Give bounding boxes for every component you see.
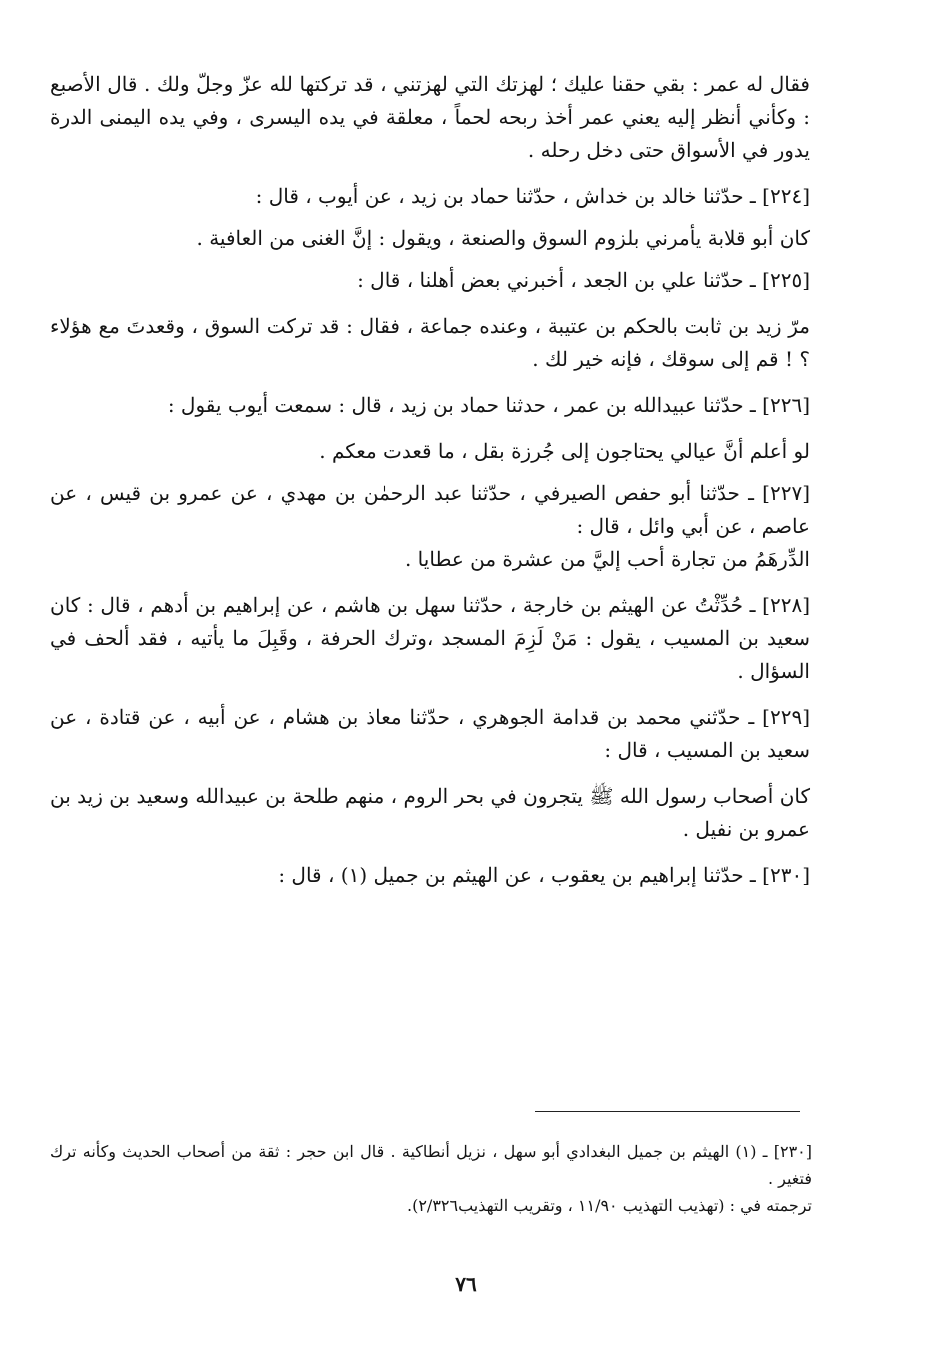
hadith-225-text: مرّ زيد بن ثابت بالحكم بن عتيبة ، وعنده جماعة ، فقال : قد تركت السوق ، وقعدتَ مع هؤلاء ؟ ! قم إلى سوقك ، فإنه خير لك . <box>50 314 810 371</box>
footnotes <box>50 1138 812 1219</box>
page-body <box>50 68 810 892</box>
footnote-separator <box>535 1111 800 1112</box>
hadith-228: [٢٢٨] ـ حُدِّثْتُ عن الهيثم بن خارجة ، حدّثنا سهل بن هاشم ، عن إبراهيم بن أدهم ، قال : كان سعيد بن المسيب ، يقول : مَنْ لَزِمَ المسجد ،وترك الحرفة ، وقَبِلَ ما يأتيه ، فقد ألحف في السؤال . <box>50 593 810 683</box>
footnote-1: [٢٣٠] ـ (١) الهيثم بن جميل البغدادي أبو سهل ، نزيل أنطاكية . قال ابن حجر : ثقة من أصحاب الحديث وكأنه ترك فتغير . <box>50 1142 813 1188</box>
footnote-reference: ترجمته في : (تهذيب التهذيب ١١/٩٠ ، وتقريب التهذيب٢/٣٢٦). <box>407 1196 812 1215</box>
hadith-229-isnad: [٢٢٩] ـ حدّثني محمد بن قدامة الجوهري ، حدّثنا معاذ بن هشام ، عن أبيه ، عن قتادة ، عن سعيد بن المسيب ، قال : <box>50 705 810 762</box>
hadith-224-isnad: [٢٢٤] ـ حدّثنا خالد بن خداش ، حدّثنا حماد بن زيد ، عن أيوب ، قال : <box>255 184 810 208</box>
hadith-225-isnad: [٢٢٥] ـ حدّثنا علي بن الجعد ، أخبرني بعض أهلنا ، قال : <box>357 268 810 292</box>
hadith-226-text: لو أعلم أنَّ عيالي يحتاجون إلى جُرزة بقل ، ما قعدت معكم . <box>319 439 810 463</box>
page-number: ٧٦ <box>455 1272 477 1296</box>
hadith-224-text: كان أبو قلابة يأمرني بلزوم السوق والصنعة ، ويقول : إنَّ الغنى من العافية . <box>196 226 810 250</box>
paragraph-continuation: فقال له عمر : بقي حقنا عليك ؛ لهزتك التي لهزتني ، قد تركتها لله عزّ وجلّ ولك . قال الأصبع : وكأني أنظر إليه يعني عمر أخذ ربحه لحماً ، معلقة في يده اليسرى ، وفي يده اليمنى الدرة يدور في الأسواق حتى دخل رحله . <box>50 72 810 162</box>
hadith-229-text: كان أصحاب رسول الله ﷺ يتجرون في بحر الروم ، منهم طلحة بن عبيدالله وسعيد بن زيد بن عمرو بن نفيل . <box>50 784 810 841</box>
hadith-227-isnad: [٢٢٧] ـ حدّثنا أبو حفص الصيرفي ، حدّثنا عبد الرحمٰن بن مهدي ، عن عمرو بن قيس ، عن عاصم ، عن أبي وائل ، قال : <box>50 481 810 538</box>
hadith-227-text: الدِّرهَمُ من تجارة أحب إليَّ من عشرة من عطايا . <box>404 547 810 571</box>
hadith-230-isnad: [٢٣٠] ـ حدّثنا إبراهيم بن يعقوب ، عن الهيثم بن جميل (١) ، قال : <box>278 863 810 887</box>
hadith-226-isnad: [٢٢٦] ـ حدّثنا عبيدالله بن عمر ، حدثنا حماد بن زيد ، قال : سمعت أيوب يقول : <box>167 393 810 417</box>
